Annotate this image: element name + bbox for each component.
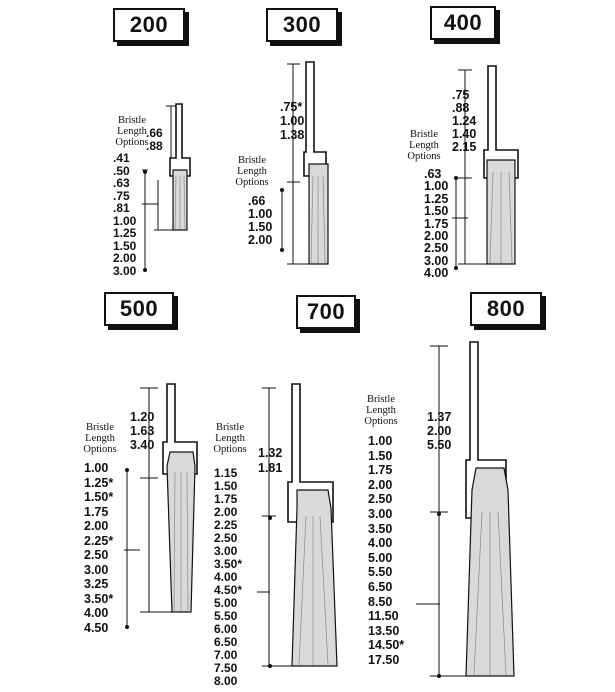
holder-height: 1.32	[258, 446, 283, 460]
bristle-length: 1.50	[248, 220, 273, 234]
bristle-length: 3.00	[84, 562, 109, 577]
bristle-label-line: Options	[83, 444, 117, 455]
holder-height: .88	[146, 139, 163, 153]
bristle-length: 4.00	[424, 266, 449, 281]
bristle-length: 3.25	[84, 577, 109, 591]
bristle-label-line: Bristle	[367, 394, 395, 405]
model-200-title: 200	[129, 12, 169, 37]
bristle-label-line: Length	[237, 166, 267, 177]
bristle-length: 1.75	[214, 492, 238, 506]
bristle-length: .63	[113, 176, 130, 190]
model-500-title: 500	[119, 296, 159, 321]
bristle-length: .81	[113, 201, 130, 215]
holder-height: 1.81	[258, 461, 283, 475]
bristle-length: 2.00	[424, 229, 449, 244]
bristle-length: 7.00	[214, 648, 238, 662]
bristle-length: 2.50	[84, 548, 109, 562]
bristle-length: 2.25*	[84, 533, 114, 548]
holder-height: 3.40	[130, 438, 155, 452]
bristle-length: .63	[424, 167, 442, 181]
bristle-length: 5.00	[368, 550, 393, 565]
holder-height: .75*	[280, 100, 303, 114]
bristle-label-line: Length	[85, 433, 115, 444]
bristle-length: 1.50	[113, 238, 137, 253]
bristle-length: 4.50*	[214, 583, 243, 597]
bristle-length: 6.50	[368, 579, 393, 594]
bristle-length: 1.50	[214, 479, 238, 493]
holder-height: .66	[146, 126, 163, 140]
bristle-length: 5.00	[214, 596, 238, 610]
holder-height: 1.63	[130, 424, 155, 438]
holder-height: 1.20	[130, 410, 155, 424]
bristle-length: 1.15	[214, 466, 238, 480]
bristle-length: .75	[113, 188, 130, 203]
bristle-length: 3.50	[368, 521, 393, 536]
bristle-length: 2.00	[214, 505, 238, 519]
bristle-length: 1.00	[248, 207, 273, 221]
bristle-length: 5.50	[214, 609, 238, 623]
bristle-label-line: Length	[366, 405, 396, 416]
bristle-length: 3.50*	[84, 591, 114, 606]
holder-height: 5.50	[427, 438, 452, 452]
bristle-length: 2.50	[424, 241, 449, 256]
bristle-length: .66	[248, 194, 266, 208]
bristle-length: 1.75	[84, 504, 109, 519]
bristle-length: 2.25	[214, 518, 238, 532]
holder-height: 1.24	[452, 114, 477, 128]
bristle-label-line: Bristle	[410, 129, 438, 140]
bristle-length: 3.00	[113, 263, 137, 278]
model-300-title: 300	[282, 12, 322, 37]
bristle-length: 5.50	[368, 565, 393, 580]
bristle-label-line: Options	[213, 444, 247, 455]
holder-height: 1.37	[427, 410, 452, 424]
bristle-length: 6.00	[214, 622, 238, 636]
bristle-label-line: Bristle	[118, 115, 146, 126]
bristle-length: 6.50	[214, 635, 238, 649]
bristle-length: 2.00	[248, 233, 273, 247]
bristle-length: 2.00	[368, 477, 393, 492]
bristle-label-line: Length	[409, 140, 439, 151]
bristle-length: 17.50	[368, 652, 400, 667]
bristle-label-line: Options	[115, 137, 149, 148]
bristle-length: 1.75	[424, 216, 449, 231]
holder-height: .88	[452, 101, 470, 115]
bristle-length: 1.25	[113, 226, 137, 240]
bristle-label-line: Bristle	[238, 155, 266, 166]
holder-height: 2.15	[452, 140, 477, 154]
bristle-length: 4.00	[84, 606, 109, 620]
holder-height: 1.40	[452, 127, 477, 141]
holder-height: .75	[452, 88, 470, 102]
bristle-length: 8.00	[214, 674, 238, 688]
bristle-length: 3.00	[368, 506, 393, 521]
bristle-length: 1.00	[84, 461, 109, 475]
bristle-length: 4.00	[368, 536, 393, 551]
bristle-length: 8.50	[368, 594, 393, 609]
bristle-length: 2.00	[113, 251, 137, 265]
bristle-length: 2.50	[368, 492, 393, 507]
holder-height: 2.00	[427, 424, 452, 438]
bristle-label-line: Options	[407, 151, 441, 162]
model-700-title: 700	[306, 299, 346, 324]
bristle-length: 1.50*	[84, 490, 114, 504]
model-800-title: 800	[486, 296, 526, 321]
bristle-label-line: Length	[117, 126, 147, 137]
bristle-length: .50	[113, 163, 130, 178]
bristle-length: 1.75	[368, 463, 393, 478]
bristle-label-line: Bristle	[86, 422, 114, 433]
holder-height: 1.00	[280, 114, 305, 128]
bristle-label-line: Bristle	[216, 422, 244, 433]
bristle-label-line: Length	[215, 433, 245, 444]
bristle-label-line: Options	[235, 177, 269, 188]
bristle-length: 1.00	[424, 179, 449, 194]
bristle-label-line: Options	[364, 416, 398, 427]
bristle-length: 7.50	[214, 661, 238, 675]
bristle-length: .41	[113, 151, 130, 165]
model-400-title: 400	[443, 10, 483, 35]
bristle-length: 1.50	[368, 448, 393, 463]
bristle-length: 4.50	[84, 620, 109, 635]
bristle-length: 1.00	[113, 213, 137, 228]
bristle-length: 14.50*	[368, 638, 405, 653]
bristle-length: 3.00	[424, 253, 449, 268]
bristle-length: 3.50*	[214, 557, 243, 571]
bristle-length: 1.50	[424, 204, 449, 219]
bristle-length: 2.00	[84, 519, 109, 533]
bristle-length: 1.25*	[84, 475, 114, 490]
bristle-length: 4.00	[214, 570, 238, 584]
bristle-length: 1.00	[368, 434, 393, 448]
bristle-length: 1.25	[424, 191, 449, 206]
bristle-length: 2.50	[214, 531, 238, 545]
bristle-length: 3.00	[214, 544, 238, 558]
holder-height: 1.38	[280, 128, 305, 142]
bristle-length: 11.50	[368, 609, 399, 624]
bristle-length: 13.50	[368, 623, 400, 638]
